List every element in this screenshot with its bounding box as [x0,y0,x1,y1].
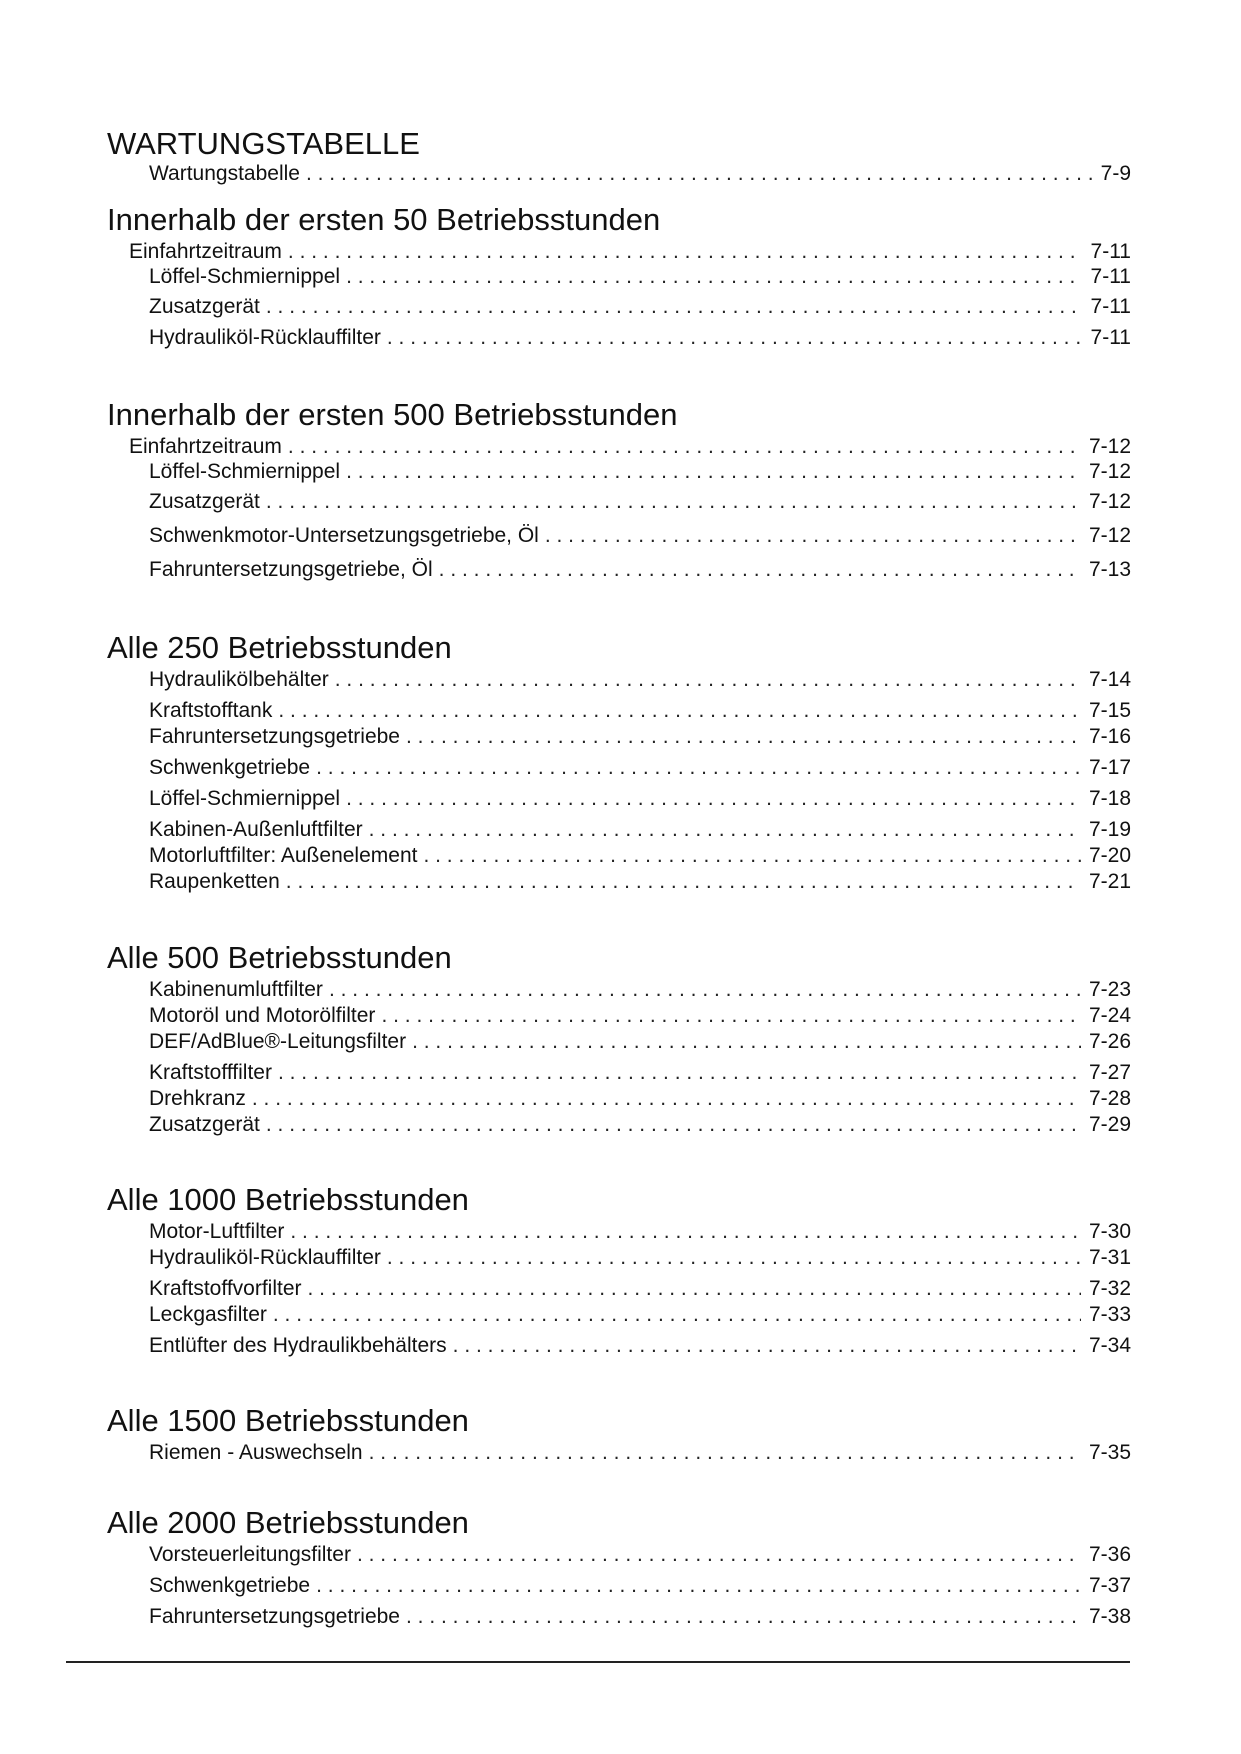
section-heading: Alle 250 Betriebsstunden [107,630,452,665]
dot-leader [369,1439,1081,1467]
dot-leader [439,556,1081,584]
entry-page: 7-34 [1088,1334,1131,1357]
section-heading: Alle 1500 Betriebsstunden [107,1403,469,1438]
entry-label: Hydraulikölbehälter [149,668,329,691]
toc-entry[interactable] [149,723,1131,751]
dot-leader [290,1218,1081,1246]
entry-label: Kraftstoffvorfilter [149,1277,302,1300]
entry-label: Raupenketten [149,870,280,893]
dot-leader [453,1332,1081,1360]
entry-page: 7-36 [1088,1543,1131,1566]
dot-leader [423,842,1081,870]
entry-page: 7-9 [1100,162,1131,185]
dot-leader [288,238,1083,266]
toc-entry[interactable] [149,1301,1131,1329]
entry-page: 7-11 [1090,326,1131,349]
toc-entry[interactable] [149,458,1131,486]
dot-leader [316,754,1081,782]
toc-entry[interactable] [129,238,1131,266]
entry-label: Löffel-Schmiernippel [149,460,341,483]
toc-entry[interactable] [149,785,1131,813]
entry-page: 7-27 [1088,1061,1131,1084]
entry-label: Fahruntersetzungsgetriebe [149,725,400,748]
entry-label: Löffel-Schmiernippel [149,265,341,288]
entry-page: 7-26 [1088,1030,1131,1053]
entry-label: Hydrauliköl-Rücklauffilter [149,1246,381,1269]
toc-entry[interactable] [149,697,1131,725]
entry-page: 7-37 [1088,1574,1131,1597]
entry-page: 7-12 [1088,490,1131,513]
entry-page: 7-12 [1088,460,1131,483]
entry-label: Leckgasfilter [149,1303,267,1326]
dot-leader [308,1275,1081,1303]
toc-entry[interactable] [149,1244,1131,1272]
entry-page: 7-20 [1088,844,1131,867]
entry-label: Entlüfter des Hydraulikbehälters [149,1334,447,1357]
entry-label: Drehkranz [149,1087,246,1110]
dot-leader [357,1541,1081,1569]
toc-entry[interactable] [149,1541,1131,1569]
toc-entry[interactable] [149,1603,1131,1631]
dot-leader [288,433,1081,461]
entry-page: 7-12 [1088,524,1131,547]
entry-label: Motoröl und Motorölfilter [149,1004,376,1027]
entry-label: Schwenkgetriebe [149,756,311,779]
entry-page: 7-31 [1088,1246,1131,1269]
dot-leader [545,522,1081,550]
dot-leader [406,1603,1081,1631]
entry-label: Zusatzgerät [149,295,260,318]
dot-leader [316,1572,1081,1600]
toc-entry[interactable] [149,1085,1131,1113]
toc-entry[interactable] [149,868,1131,896]
toc-entry[interactable] [149,1028,1131,1056]
section-heading: Innerhalb der ersten 50 Betriebsstunden [107,202,661,237]
toc-entry[interactable] [149,1572,1131,1600]
dot-leader [252,1085,1081,1113]
dot-leader [266,488,1081,516]
toc-entry[interactable] [149,666,1131,694]
entry-page: 7-11 [1090,240,1131,263]
dot-leader [346,263,1082,291]
entry-label: Fahruntersetzungsgetriebe, Öl [149,558,433,581]
dot-leader [369,816,1081,844]
dot-leader [306,160,1093,188]
entry-label: DEF/AdBlue®-Leitungsfilter [149,1030,407,1053]
toc-entry[interactable] [149,324,1131,352]
entry-label: Einfahrtzeitraum [129,240,282,263]
dot-leader [406,723,1081,751]
entry-page: 7-11 [1090,295,1131,318]
entry-page: 7-15 [1088,699,1131,722]
toc-entry[interactable] [149,293,1131,321]
entry-label: Kraftstofffilter [149,1061,272,1084]
entry-label: Zusatzgerät [149,490,260,513]
section-heading: WARTUNGSTABELLE [107,126,420,161]
entry-page: 7-23 [1088,978,1131,1001]
entry-label: Wartungstabelle [149,162,300,185]
dot-leader [412,1028,1081,1056]
entry-page: 7-18 [1088,787,1131,810]
section-heading: Alle 1000 Betriebsstunden [107,1182,469,1217]
toc-entry[interactable] [149,556,1131,584]
entry-page: 7-19 [1088,818,1131,841]
toc-entry[interactable] [149,976,1131,1004]
entry-label: Motor-Luftfilter [149,1220,285,1243]
toc-entry[interactable] [149,842,1131,870]
entry-label: Kabinenumluftfilter [149,978,323,1001]
toc-entry[interactable] [149,488,1131,516]
toc-entry[interactable] [149,1439,1131,1467]
dot-leader [387,1244,1081,1272]
entry-page: 7-29 [1088,1113,1131,1136]
entry-page: 7-28 [1088,1087,1131,1110]
entry-page: 7-12 [1088,435,1131,458]
toc-entry[interactable] [149,1002,1131,1030]
dot-leader [278,697,1081,725]
toc-entry[interactable] [149,1332,1131,1360]
entry-page: 7-14 [1088,668,1131,691]
entry-page: 7-33 [1088,1303,1131,1326]
toc-entry[interactable] [149,1275,1131,1303]
entry-label: Löffel-Schmiernippel [149,787,341,810]
toc-entry[interactable] [149,160,1131,188]
entry-page: 7-24 [1088,1004,1131,1027]
toc-entry[interactable] [149,754,1131,782]
dot-leader [329,976,1081,1004]
toc-entry[interactable] [149,1111,1131,1139]
entry-label: Vorsteuerleitungsfilter [149,1543,351,1566]
entry-page: 7-30 [1088,1220,1131,1243]
toc-entry[interactable] [149,1218,1131,1246]
entry-label: Kraftstofftank [149,699,273,722]
section-heading: Innerhalb der ersten 500 Betriebsstunden [107,397,678,432]
entry-page: 7-35 [1088,1441,1131,1464]
toc-entry[interactable] [149,263,1131,291]
entry-label: Fahruntersetzungsgetriebe [149,1605,400,1628]
dot-leader [266,1111,1081,1139]
entry-page: 7-13 [1088,558,1131,581]
entry-label: Hydrauliköl-Rücklauffilter [149,326,381,349]
entry-page: 7-38 [1088,1605,1131,1628]
toc-entry[interactable] [129,433,1131,461]
dot-leader [278,1059,1081,1087]
toc-entry[interactable] [149,1059,1131,1087]
entry-page: 7-21 [1088,870,1131,893]
dot-leader [335,666,1081,694]
dot-leader [286,868,1081,896]
entry-page: 7-17 [1088,756,1131,779]
entry-label: Zusatzgerät [149,1113,260,1136]
entry-page: 7-16 [1088,725,1131,748]
entry-page: 7-32 [1088,1277,1131,1300]
entry-page: 7-11 [1090,265,1131,288]
entry-label: Einfahrtzeitraum [129,435,282,458]
dot-leader [273,1301,1081,1329]
dot-leader [346,785,1081,813]
section-heading: Alle 2000 Betriebsstunden [107,1505,469,1540]
toc-entry[interactable] [149,816,1131,844]
entry-label: Schwenkmotor-Untersetzungsgetriebe, Öl [149,524,539,547]
dot-leader [346,458,1081,486]
entry-label: Kabinen-Außenluftfilter [149,818,363,841]
section-heading: Alle 500 Betriebsstunden [107,940,452,975]
entry-label: Schwenkgetriebe [149,1574,311,1597]
toc-entry[interactable] [149,522,1131,550]
dot-leader [381,1002,1081,1030]
dot-leader [266,293,1083,321]
dot-leader [387,324,1083,352]
entry-label: Riemen - Auswechseln [149,1441,363,1464]
entry-label: Motorluftfilter: Außenelement [149,844,418,867]
footer-divider [66,1661,1130,1663]
